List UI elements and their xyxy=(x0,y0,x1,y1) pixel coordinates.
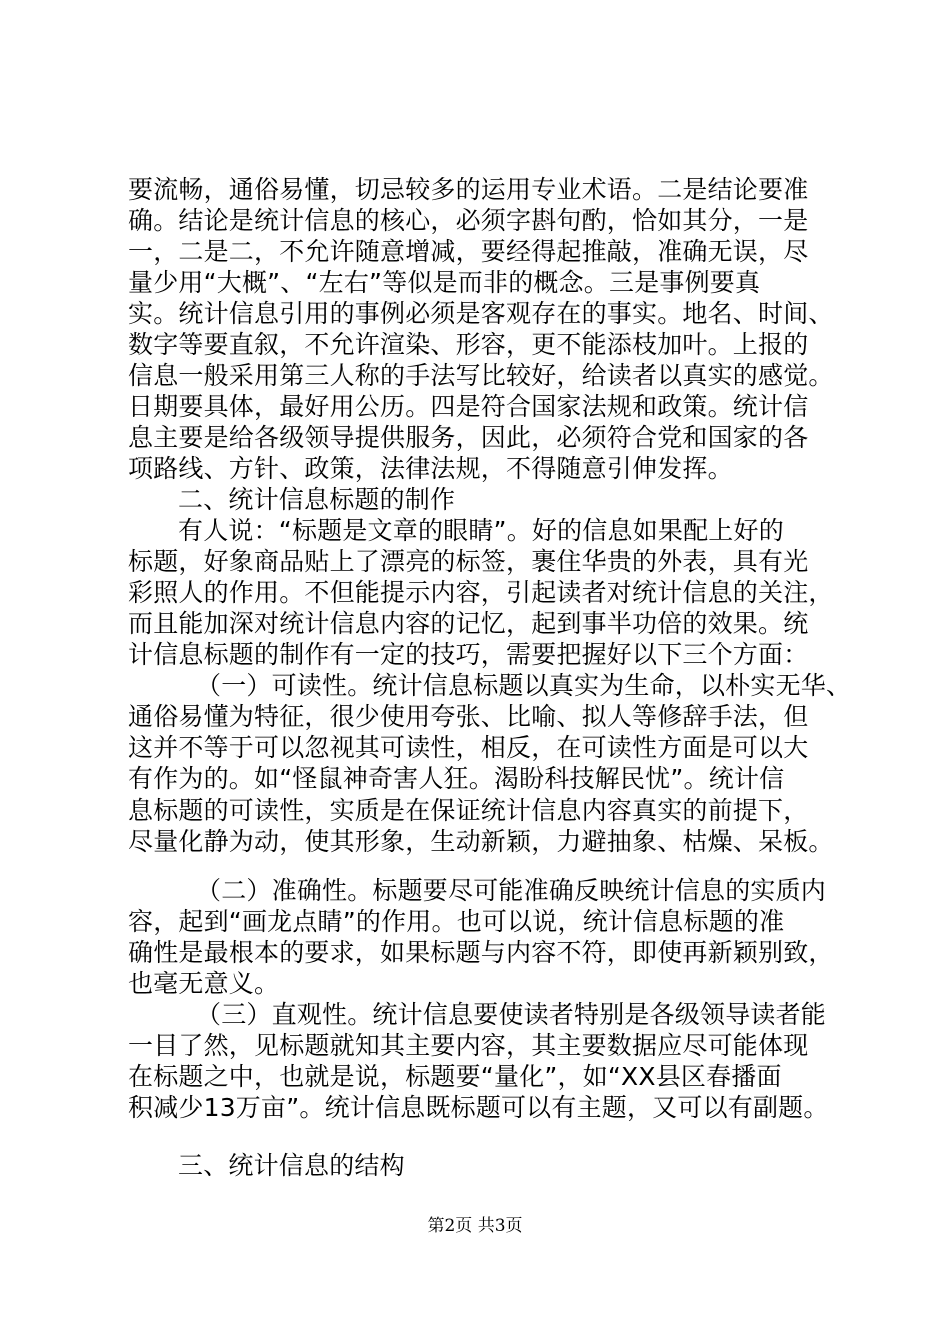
body-line: 量少用“大概”、“左右”等似是而非的概念。三是事例要真 xyxy=(128,268,761,297)
body-line: 积减少13万亩”。统计信息既标题可以有主题，又可以有副题。 xyxy=(128,1093,829,1122)
body-line: （三）直观性。统计信息要使读者特别是各级领导读者能 xyxy=(196,1000,827,1029)
body-line: 在标题之中，也就是说，标题要“量化”，如“XX县区春播面 xyxy=(128,1062,782,1091)
body-line: 数字等要直叙，不允许渲染、形容，更不能添枝加叶。上报的 xyxy=(128,330,809,359)
body-line: 彩照人的作用。不但能提示内容，引起读者对统计信息的关注， xyxy=(128,578,834,607)
body-line: （二）准确性。标题要尽可能准确反映统计信息的实质内 xyxy=(196,876,827,905)
body-line: 信息一般采用第三人称的手法写比较好，给读者以真实的感觉。 xyxy=(128,361,834,390)
body-line: 这并不等于可以忽视其可读性，相反，在可读性方面是可以大 xyxy=(128,733,809,762)
body-line: （一）可读性。统计信息标题以真实为生命，以朴实无华、 xyxy=(196,671,852,700)
page-footer: 第2页 共3页 xyxy=(427,1216,523,1236)
body-line: 息标题的可读性，实质是在保证统计信息内容真实的前提下， xyxy=(128,796,809,825)
body-line: 项路线、方针、政策，法律法规，不得随意引伸发挥。 xyxy=(128,454,733,483)
body-line: 息主要是给各级领导提供服务，因此，必须符合党和国家的各 xyxy=(128,423,809,452)
body-line: 确性是最根本的要求，如果标题与内容不符，即使再新颖别致， xyxy=(128,938,834,967)
section-heading: 三、统计信息的结构 xyxy=(178,1151,405,1180)
body-line: 实。统计信息引用的事例必须是客观存在的事实。地名、时间、 xyxy=(128,299,834,328)
body-line: 计信息标题的制作有一定的技巧，需要把握好以下三个方面： xyxy=(128,640,809,669)
body-line: 有人说：“标题是文章的眼睛”。好的信息如果配上好的 xyxy=(178,516,784,545)
body-line: 确。结论是统计信息的核心，必须字斟句酌，恰如其分，一是 xyxy=(128,206,809,235)
body-line: 尽量化静为动，使其形象，生动新颖，力避抽象、枯燥、呆板。 xyxy=(128,827,834,856)
body-line: 要流畅，通俗易懂，切忌较多的运用专业术语。二是结论要准 xyxy=(128,175,809,204)
body-line: 而且能加深对统计信息内容的记忆，起到事半功倍的效果。统 xyxy=(128,609,809,638)
body-line: 容，起到“画龙点睛”的作用。也可以说，统计信息标题的准 xyxy=(128,907,785,936)
section-heading: 二、统计信息标题的制作 xyxy=(178,485,456,514)
body-line: 也毫无意义。 xyxy=(128,969,280,998)
body-line: 有作为的。如“怪鼠神奇害人狂。渴盼科技解民忧”。统计信 xyxy=(128,764,785,793)
body-line: 一目了然，见标题就知其主要内容，其主要数据应尽可能体现 xyxy=(128,1031,809,1060)
body-line: 通俗易懂为特征，很少使用夸张、比喻、拟人等修辞手法，但 xyxy=(128,702,809,731)
body-line: 一，二是二，不允许随意增减，要经得起推敲，准确无误，尽 xyxy=(128,237,809,266)
body-line: 标题，好象商品贴上了漂亮的标签，裹住华贵的外表，具有光 xyxy=(128,547,809,576)
body-line: 日期要具体，最好用公历。四是符合国家法规和政策。统计信 xyxy=(128,392,809,421)
